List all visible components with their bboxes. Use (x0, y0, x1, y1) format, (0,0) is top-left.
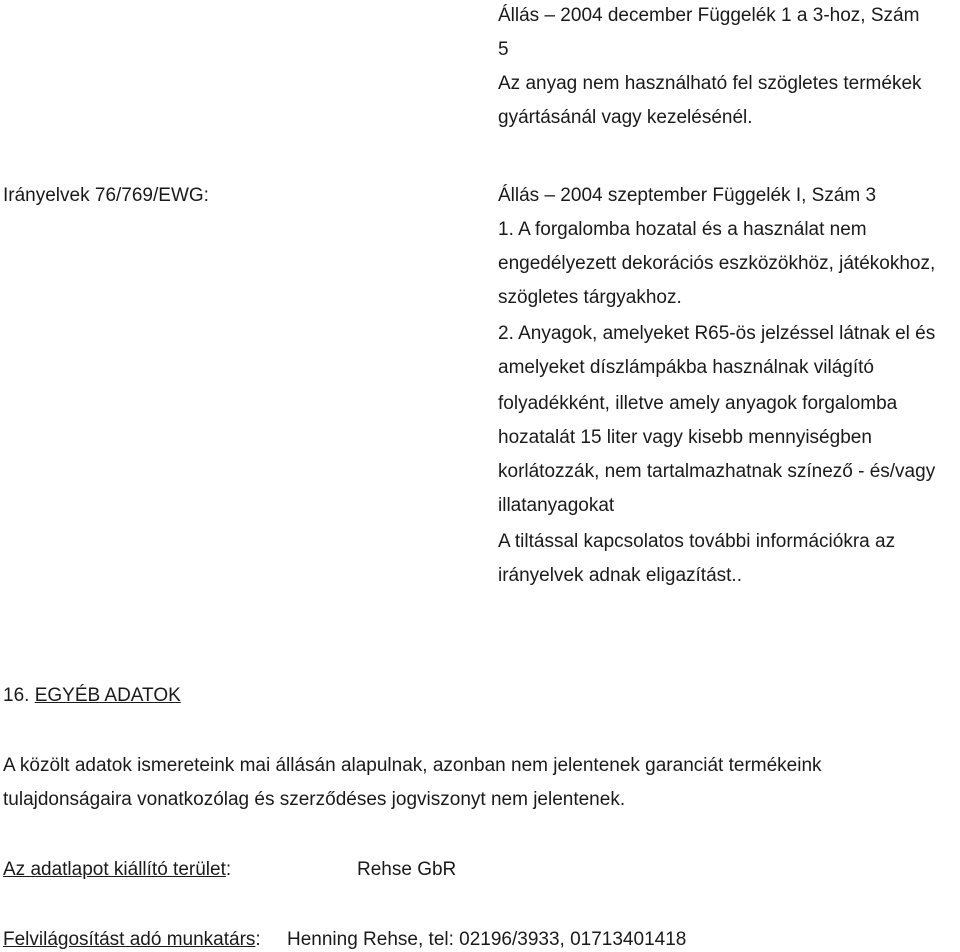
directive-item-line: engedélyezett dekorációs eszközökhöz, játékokhoz, (498, 253, 936, 274)
directive-item-line: korlátozzák, nem tartalmazhatnak színező - és/vagy (498, 461, 936, 482)
issuer-colon: : (225, 859, 232, 880)
issuer-row (3, 860, 231, 879)
section-heading (3, 686, 181, 705)
contact-label: Felvilágosítást adó munkatárs (3, 929, 256, 950)
directive-item-line: 1. A forgalomba hozatal és a használat nem (498, 219, 867, 240)
restriction-line-1: Az anyag nem használható fel szögletes termékek (498, 73, 922, 94)
directive-item-line: szögletes tárgyakhoz. (498, 287, 682, 308)
contact-colon: : (255, 929, 261, 950)
restriction-line-2: gyártásánál vagy kezelésénél. (498, 107, 753, 128)
contact-row (3, 930, 261, 949)
contact-value: Henning Rehse, tel: 02196/3933, 01713401418 (287, 929, 687, 950)
section-number: 16. (3, 685, 30, 706)
directive-item-line: illatanyagokat (498, 495, 615, 516)
directive-item-line: A tiltással kapcsolatos további információkra az (498, 531, 896, 552)
issuer-value: Rehse GbR (357, 859, 457, 880)
section-title: EGYÉB ADATOK (34, 685, 181, 706)
status-line-december: Állás – 2004 december Függelék 1 a 3-hoz, Szám (498, 5, 920, 26)
disclaimer-line-1: A közölt adatok ismereteink mai állásán alapulnak, azonban nem jelentenek garanciát termékeink (3, 755, 822, 776)
directive-item-line: hozatalát 15 liter vagy kisebb mennyiségben (498, 427, 872, 448)
disclaimer-line-2: tulajdonságaira vonatkozólag és szerződéses jogviszonyt nem jelentenek. (3, 789, 626, 810)
directive-item-line: irányelvek adnak eligazítást.. (498, 565, 742, 586)
directive-item-line: amelyeket díszlámpákba használnak világító (498, 357, 874, 378)
directive-status: Állás – 2004 szeptember Függelék I, Szám 3 (498, 185, 877, 206)
directive-label: Irányelvek 76/769/EWG: (3, 185, 209, 206)
issuer-label: Az adatlapot kiállító terület (3, 859, 226, 880)
status-line-number: 5 (498, 39, 509, 60)
directive-item-line: folyadékként, illetve amely anyagok forgalomba (498, 393, 898, 414)
directive-item-line: 2. Anyagok, amelyeket R65-ös jelzéssel látnak el és (498, 323, 936, 344)
